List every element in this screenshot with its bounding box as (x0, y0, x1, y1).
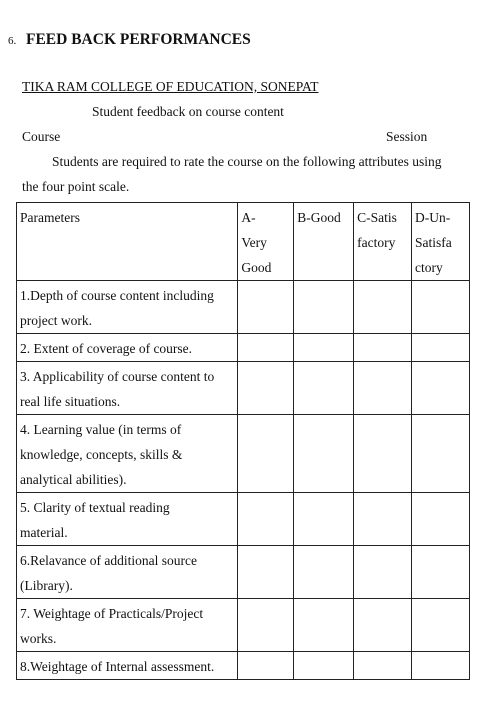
parameter-cell (17, 652, 238, 680)
rating-cell-d[interactable] (412, 415, 470, 493)
session-label: Session (386, 129, 428, 144)
parameter-text: 8.Weightage of Internal assessment. (20, 659, 215, 674)
rating-cell-d[interactable] (412, 281, 470, 334)
rating-cell-d[interactable] (412, 652, 470, 680)
header-d (412, 203, 470, 281)
rating-cell-a[interactable] (238, 546, 294, 599)
rating-cell-b[interactable] (294, 546, 354, 599)
rating-cell-a[interactable] (238, 493, 294, 546)
table-header-row (17, 203, 470, 281)
table-row (17, 334, 470, 362)
rating-cell-b[interactable] (294, 652, 354, 680)
rating-cell-b[interactable] (294, 281, 354, 334)
rating-cell-a[interactable] (238, 362, 294, 415)
rating-cell-c[interactable] (354, 599, 412, 652)
header-c (354, 203, 412, 281)
parameter-cell (17, 362, 238, 415)
parameter-text: 6.Relavance of additional source (20, 553, 197, 568)
parameter-text: 1.Depth of course content including (20, 288, 214, 303)
form-subtitle: Student feedback on course content (92, 104, 284, 119)
parameter-cell (17, 281, 238, 334)
table-row (17, 652, 470, 680)
section-heading: FEED BACK PERFORMANCES (26, 31, 251, 48)
rating-cell-c[interactable] (354, 546, 412, 599)
rating-cell-d[interactable] (412, 546, 470, 599)
rating-cell-d[interactable] (412, 599, 470, 652)
rating-cell-b[interactable] (294, 599, 354, 652)
parameter-text: 3. Applicability of course content to (20, 369, 215, 384)
rating-cell-c[interactable] (354, 415, 412, 493)
parameter-cell (17, 546, 238, 599)
header-d-line: Satisfa (415, 235, 452, 250)
parameter-text: knowledge, concepts, skills & (20, 447, 183, 462)
section-number: 6. (8, 35, 17, 47)
header-d-line: ctory (415, 260, 443, 275)
header-a-line: A- (241, 210, 256, 225)
header-d-line: D-Un- (415, 210, 451, 225)
header-c-line: C-Satis (357, 210, 397, 225)
table-row (17, 599, 470, 652)
rating-cell-a[interactable] (238, 334, 294, 362)
rating-cell-a[interactable] (238, 599, 294, 652)
rating-cell-a[interactable] (238, 415, 294, 493)
feedback-table (16, 202, 470, 680)
header-parameters (17, 203, 238, 281)
header-parameters-label: Parameters (20, 210, 80, 225)
parameter-text: (Library). (20, 578, 73, 593)
parameter-text: 2. Extent of coverage of course. (20, 341, 193, 356)
header-b-line: B-Good (297, 210, 341, 225)
instruction-line-1: Students are required to rate the course on the following attributes using (52, 154, 442, 169)
header-c-line: factory (357, 235, 396, 250)
parameter-text: material. (20, 525, 68, 540)
header-b (294, 203, 354, 281)
rating-cell-c[interactable] (354, 281, 412, 334)
rating-cell-b[interactable] (294, 362, 354, 415)
rating-cell-c[interactable] (354, 362, 412, 415)
rating-cell-c[interactable] (354, 334, 412, 362)
parameter-text: project work. (20, 313, 92, 328)
parameter-cell (17, 599, 238, 652)
rating-cell-b[interactable] (294, 493, 354, 546)
parameter-cell (17, 415, 238, 493)
header-a-line: Good (241, 260, 272, 275)
table-row (17, 493, 470, 546)
table-row (17, 281, 470, 334)
rating-cell-d[interactable] (412, 493, 470, 546)
parameter-text: analytical abilities). (20, 472, 127, 487)
parameter-text: 4. Learning value (in terms of (20, 422, 182, 437)
rating-cell-b[interactable] (294, 415, 354, 493)
table-row (17, 415, 470, 493)
parameter-cell (17, 334, 238, 362)
rating-cell-c[interactable] (354, 652, 412, 680)
rating-cell-a[interactable] (238, 652, 294, 680)
parameter-text: works. (20, 631, 57, 646)
parameter-text: 5. Clarity of textual reading (20, 500, 170, 515)
rating-cell-d[interactable] (412, 334, 470, 362)
rating-cell-b[interactable] (294, 334, 354, 362)
parameter-cell (17, 493, 238, 546)
header-a-line: Very (241, 235, 267, 250)
rating-cell-c[interactable] (354, 493, 412, 546)
rating-cell-d[interactable] (412, 362, 470, 415)
rating-cell-a[interactable] (238, 281, 294, 334)
parameter-text: 7. Weightage of Practicals/Project (20, 606, 204, 621)
course-label: Course (22, 129, 61, 144)
header-a (238, 203, 294, 281)
college-name: TIKA RAM COLLEGE OF EDUCATION, SONEPAT (22, 79, 319, 94)
table-row (17, 546, 470, 599)
table-row (17, 362, 470, 415)
instruction-line-2: the four point scale. (22, 179, 130, 194)
parameter-text: real life situations. (20, 394, 121, 409)
